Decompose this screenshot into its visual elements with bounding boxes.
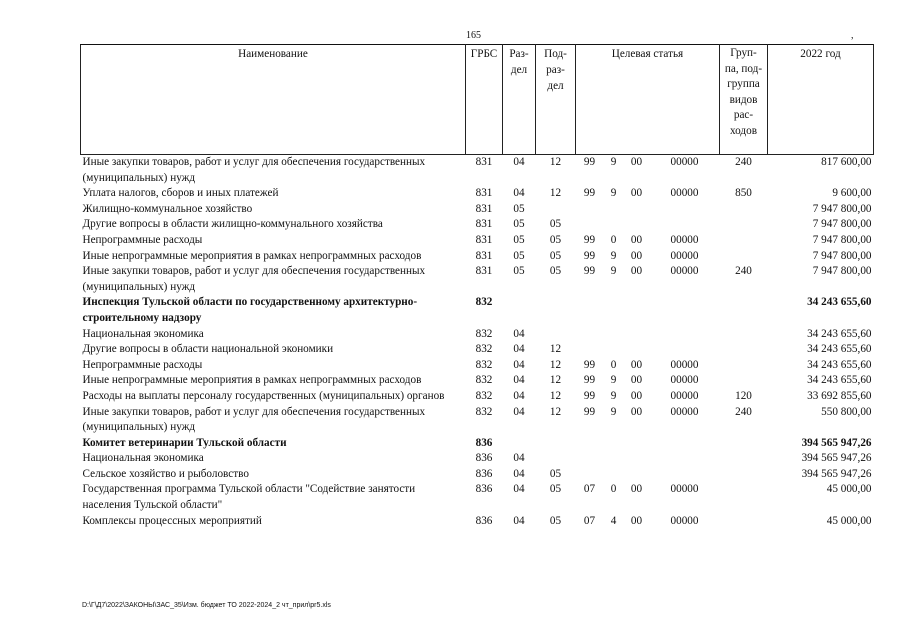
row-grbs: 836	[475, 514, 493, 527]
row-amount: 34 243 655,60	[807, 327, 872, 340]
row-name: Другие вопросы в области национальной экономики	[82, 343, 334, 356]
row-podrazdel: 05	[549, 514, 562, 527]
row-amount: 7 947 800,00	[812, 233, 872, 246]
row-podrazdel: 05	[549, 233, 562, 246]
row-cs-program: 99	[583, 374, 596, 387]
row-cs-program: 99	[583, 249, 596, 262]
row-grbs: 831	[475, 202, 493, 215]
table-row	[81, 155, 874, 187]
row-razdel: 05	[513, 233, 525, 246]
table-row	[81, 295, 874, 326]
row-cs-main: 00	[630, 483, 643, 496]
row-grbs: 832	[475, 343, 493, 356]
row-razdel: 05	[513, 218, 525, 231]
table-row	[81, 264, 874, 295]
row-vid-rashodov	[720, 217, 768, 233]
row-cs-program: 07	[583, 483, 596, 496]
row-razdel	[503, 295, 536, 326]
row-cs-program: 99	[583, 233, 596, 246]
row-razdel: 04	[513, 467, 525, 480]
row-cs-subprogram: 9	[610, 156, 617, 168]
header-grbs: ГРБС	[466, 45, 503, 155]
row-cs-program	[576, 295, 604, 326]
row-grbs: 832	[475, 405, 493, 418]
table-row	[81, 514, 874, 530]
row-grbs: 831	[475, 249, 493, 262]
table-row	[81, 405, 874, 436]
row-cs-program: 99	[583, 405, 596, 418]
row-cs-main: 00	[630, 358, 643, 371]
row-amount: 33 692 855,60	[807, 389, 872, 402]
row-cs-program	[576, 217, 604, 233]
row-vid-rashodov	[720, 373, 768, 389]
row-razdel: 04	[513, 405, 525, 418]
row-grbs: 836	[475, 467, 493, 480]
row-cs-subprogram: 9	[610, 265, 617, 278]
row-cs-direction	[650, 217, 720, 233]
row-podrazdel: 12	[549, 374, 562, 387]
row-cs-direction: 00000	[670, 358, 699, 371]
row-cs-subprogram	[604, 451, 624, 467]
corner-mark: ,	[851, 30, 854, 41]
row-podrazdel: 12	[549, 156, 562, 168]
row-podrazdel: 05	[549, 467, 562, 480]
row-cs-main: 00	[630, 249, 643, 262]
row-cs-direction	[650, 451, 720, 467]
row-name: Иные закупки товаров, работ и услуг для обеспечения государственных (муниципальных) нужд	[82, 265, 426, 293]
row-name: Уплата налогов, сборов и иных платежей	[82, 187, 279, 200]
row-razdel: 04	[513, 389, 525, 402]
row-cs-main: 00	[630, 265, 643, 278]
row-podrazdel	[536, 327, 576, 343]
row-cs-main	[624, 342, 650, 358]
row-vid-rashodov	[720, 342, 768, 358]
row-amount: 34 243 655,60	[807, 296, 872, 309]
row-name: Национальная экономика	[82, 452, 204, 465]
row-vid-rashodov	[720, 467, 768, 483]
row-razdel: 04	[513, 452, 525, 465]
row-cs-direction	[650, 342, 720, 358]
row-grbs: 831	[475, 187, 493, 200]
row-name: Сельское хозяйство и рыболовство	[82, 467, 249, 480]
row-cs-direction: 00000	[670, 405, 699, 418]
row-vid-rashodov: 850	[735, 187, 752, 200]
row-amount: 45 000,00	[826, 514, 872, 527]
row-vid-rashodov: 240	[735, 156, 752, 168]
row-name: Другие вопросы в области жилищно-коммунального хозяйства	[82, 218, 383, 231]
table-row	[81, 202, 874, 218]
row-vid-rashodov	[720, 358, 768, 374]
table-row	[81, 467, 874, 483]
row-amount: 45 000,00	[826, 483, 872, 496]
row-vid-rashodov	[720, 514, 768, 530]
row-amount: 394 565 947,26	[801, 452, 872, 465]
row-grbs: 832	[475, 358, 493, 371]
row-razdel: 04	[513, 483, 525, 496]
row-grbs: 832	[475, 327, 493, 340]
row-grbs: 836	[475, 436, 493, 449]
row-cs-main	[624, 202, 650, 218]
row-cs-main: 00	[630, 156, 643, 168]
row-cs-main	[624, 451, 650, 467]
row-name: Иные закупки товаров, работ и услуг для обеспечения государственных (муниципальных) нужд	[82, 156, 426, 184]
row-amount: 7 947 800,00	[812, 249, 872, 262]
row-razdel: 04	[513, 358, 525, 371]
row-razdel: 04	[513, 343, 525, 356]
row-cs-program	[576, 327, 604, 343]
row-cs-program: 99	[583, 265, 596, 278]
row-vid-rashodov	[720, 482, 768, 513]
row-grbs: 832	[475, 296, 493, 309]
row-podrazdel: 12	[549, 389, 562, 402]
row-podrazdel: 12	[549, 343, 562, 356]
row-podrazdel: 12	[549, 358, 562, 371]
row-cs-program: 07	[583, 514, 596, 527]
row-cs-subprogram: 0	[610, 483, 617, 496]
row-cs-direction: 00000	[670, 265, 699, 278]
row-cs-direction: 00000	[670, 514, 699, 527]
row-razdel: 04	[513, 327, 525, 340]
row-cs-program: 99	[583, 187, 596, 200]
row-cs-subprogram	[604, 202, 624, 218]
row-razdel: 05	[513, 249, 525, 262]
row-razdel: 04	[513, 187, 525, 200]
row-amount: 7 947 800,00	[812, 265, 872, 278]
row-cs-direction	[650, 436, 720, 452]
row-grbs: 831	[475, 156, 493, 168]
row-vid-rashodov	[720, 202, 768, 218]
row-grbs: 831	[475, 265, 493, 278]
row-cs-direction	[650, 467, 720, 483]
row-vid-rashodov: 240	[735, 405, 752, 418]
row-cs-subprogram	[604, 342, 624, 358]
header-year: 2022 год	[768, 45, 874, 155]
header-podrazdel: Под- раз- дел	[536, 45, 576, 155]
row-cs-subprogram: 0	[610, 233, 617, 246]
row-cs-program	[576, 342, 604, 358]
row-cs-subprogram: 9	[610, 187, 617, 200]
row-cs-subprogram	[604, 295, 624, 326]
table-row	[81, 249, 874, 265]
row-razdel: 04	[513, 374, 525, 387]
row-vid-rashodov	[720, 436, 768, 452]
row-razdel	[503, 436, 536, 452]
row-amount: 817 600,00	[821, 156, 872, 168]
row-vid-rashodov: 240	[735, 265, 752, 278]
row-cs-direction	[650, 327, 720, 343]
row-amount: 9 600,00	[832, 187, 872, 200]
row-cs-main	[624, 295, 650, 326]
row-amount: 34 243 655,60	[807, 358, 872, 371]
header-name: Наименование	[81, 45, 466, 155]
row-podrazdel: 12	[549, 187, 562, 200]
row-podrazdel: 05	[549, 249, 562, 262]
row-cs-subprogram	[604, 327, 624, 343]
row-vid-rashodov	[720, 451, 768, 467]
table-row	[81, 436, 874, 452]
row-cs-direction	[650, 202, 720, 218]
row-name: Непрограммные расходы	[82, 233, 203, 246]
row-cs-direction: 00000	[670, 156, 699, 168]
row-cs-direction: 00000	[670, 389, 699, 402]
row-cs-program	[576, 467, 604, 483]
row-razdel: 04	[513, 156, 525, 168]
row-cs-subprogram: 9	[610, 374, 617, 387]
table-row	[81, 451, 874, 467]
file-path-footer: D:\Г\Д7\2022\ЗАКОНЫ\ЗАС_35\Изм. бюджет ТО 2022-2024_2 чт_прил\pr5.xls	[82, 602, 331, 609]
row-podrazdel: 05	[549, 218, 562, 231]
row-name: Расходы на выплаты персоналу государственных (муниципальных) органов	[82, 389, 445, 402]
row-amount: 394 565 947,26	[801, 436, 872, 449]
row-vid-rashodov: 120	[735, 389, 752, 402]
row-grbs: 836	[475, 483, 493, 496]
row-amount: 7 947 800,00	[812, 218, 872, 231]
row-cs-subprogram: 9	[610, 405, 617, 418]
row-cs-subprogram	[604, 467, 624, 483]
row-cs-main	[624, 436, 650, 452]
row-name: Жилищно-коммунальное хозяйство	[82, 202, 253, 215]
row-cs-program	[576, 436, 604, 452]
row-podrazdel: 05	[549, 483, 562, 496]
row-cs-program: 99	[583, 389, 596, 402]
row-grbs: 831	[475, 233, 493, 246]
row-cs-subprogram	[604, 217, 624, 233]
table-row	[81, 373, 874, 389]
row-cs-program: 99	[583, 156, 596, 168]
table-row	[81, 482, 874, 513]
row-name: Иные непрограммные мероприятия в рамках непрограммных расходов	[82, 249, 422, 262]
table-row	[81, 358, 874, 374]
row-cs-subprogram: 9	[610, 389, 617, 402]
row-cs-main: 00	[630, 374, 643, 387]
row-cs-direction: 00000	[670, 249, 699, 262]
row-name: Инспекция Тульской области по государственному архитектурно-строительному надзору	[82, 296, 418, 324]
header-celevaya-statya: Целевая статья	[576, 45, 720, 155]
row-cs-direction: 00000	[670, 187, 699, 200]
table-row	[81, 389, 874, 405]
header-razdel: Раз- дел	[503, 45, 536, 155]
row-amount: 550 800,00	[821, 405, 872, 418]
row-podrazdel: 05	[549, 265, 562, 278]
row-name: Комплексы процессных мероприятий	[82, 514, 262, 527]
row-vid-rashodov	[720, 233, 768, 249]
row-grbs: 836	[475, 452, 493, 465]
table-row	[81, 217, 874, 233]
row-name: Непрограммные расходы	[82, 358, 203, 371]
row-cs-direction	[650, 295, 720, 326]
row-vid-rashodov	[720, 295, 768, 326]
table-row	[81, 342, 874, 358]
row-amount: 34 243 655,60	[807, 374, 872, 387]
row-vid-rashodov	[720, 327, 768, 343]
row-cs-direction: 00000	[670, 233, 699, 246]
row-razdel: 05	[513, 265, 525, 278]
row-podrazdel	[536, 202, 576, 218]
row-razdel: 04	[513, 514, 525, 527]
row-cs-subprogram: 9	[610, 249, 617, 262]
row-razdel: 05	[513, 202, 525, 215]
row-cs-main	[624, 327, 650, 343]
header-gruppa: Груп- па, под- группа видов рас- ходов	[720, 45, 768, 155]
row-cs-subprogram	[604, 436, 624, 452]
row-cs-main: 00	[630, 187, 643, 200]
row-grbs: 832	[475, 389, 493, 402]
row-cs-subprogram: 0	[610, 358, 617, 371]
row-cs-program	[576, 202, 604, 218]
row-name: Иные непрограммные мероприятия в рамках непрограммных расходов	[82, 374, 422, 387]
row-podrazdel	[536, 295, 576, 326]
table-body	[81, 155, 874, 530]
row-cs-main	[624, 467, 650, 483]
row-name: Комитет ветеринарии Тульской области	[82, 436, 287, 449]
table-row	[81, 186, 874, 202]
row-podrazdel: 12	[549, 405, 562, 418]
row-podrazdel	[536, 451, 576, 467]
row-cs-main: 00	[630, 389, 643, 402]
budget-table	[80, 44, 874, 529]
row-cs-subprogram: 4	[610, 514, 617, 527]
row-name: Национальная экономика	[82, 327, 204, 340]
row-cs-main: 00	[630, 405, 643, 418]
row-amount: 7 947 800,00	[812, 202, 872, 215]
row-cs-direction: 00000	[670, 374, 699, 387]
row-grbs: 832	[475, 374, 493, 387]
table-row	[81, 327, 874, 343]
row-grbs: 831	[475, 218, 493, 231]
row-vid-rashodov	[720, 249, 768, 265]
row-cs-main: 00	[630, 233, 643, 246]
row-amount: 394 565 947,26	[801, 467, 872, 480]
row-name: Государственная программа Тульской области "Содействие занятости населения Тульской области"	[82, 483, 416, 512]
row-cs-main: 00	[630, 514, 643, 527]
row-podrazdel	[536, 436, 576, 452]
row-name: Иные закупки товаров, работ и услуг для обеспечения государственных (муниципальных) нужд	[82, 405, 426, 434]
table-row	[81, 233, 874, 249]
row-cs-main	[624, 217, 650, 233]
row-cs-direction: 00000	[670, 483, 699, 496]
row-amount: 34 243 655,60	[807, 343, 872, 356]
page-number: 165	[466, 30, 481, 41]
row-cs-program: 99	[583, 358, 596, 371]
header-row	[81, 45, 874, 155]
row-cs-program	[576, 451, 604, 467]
